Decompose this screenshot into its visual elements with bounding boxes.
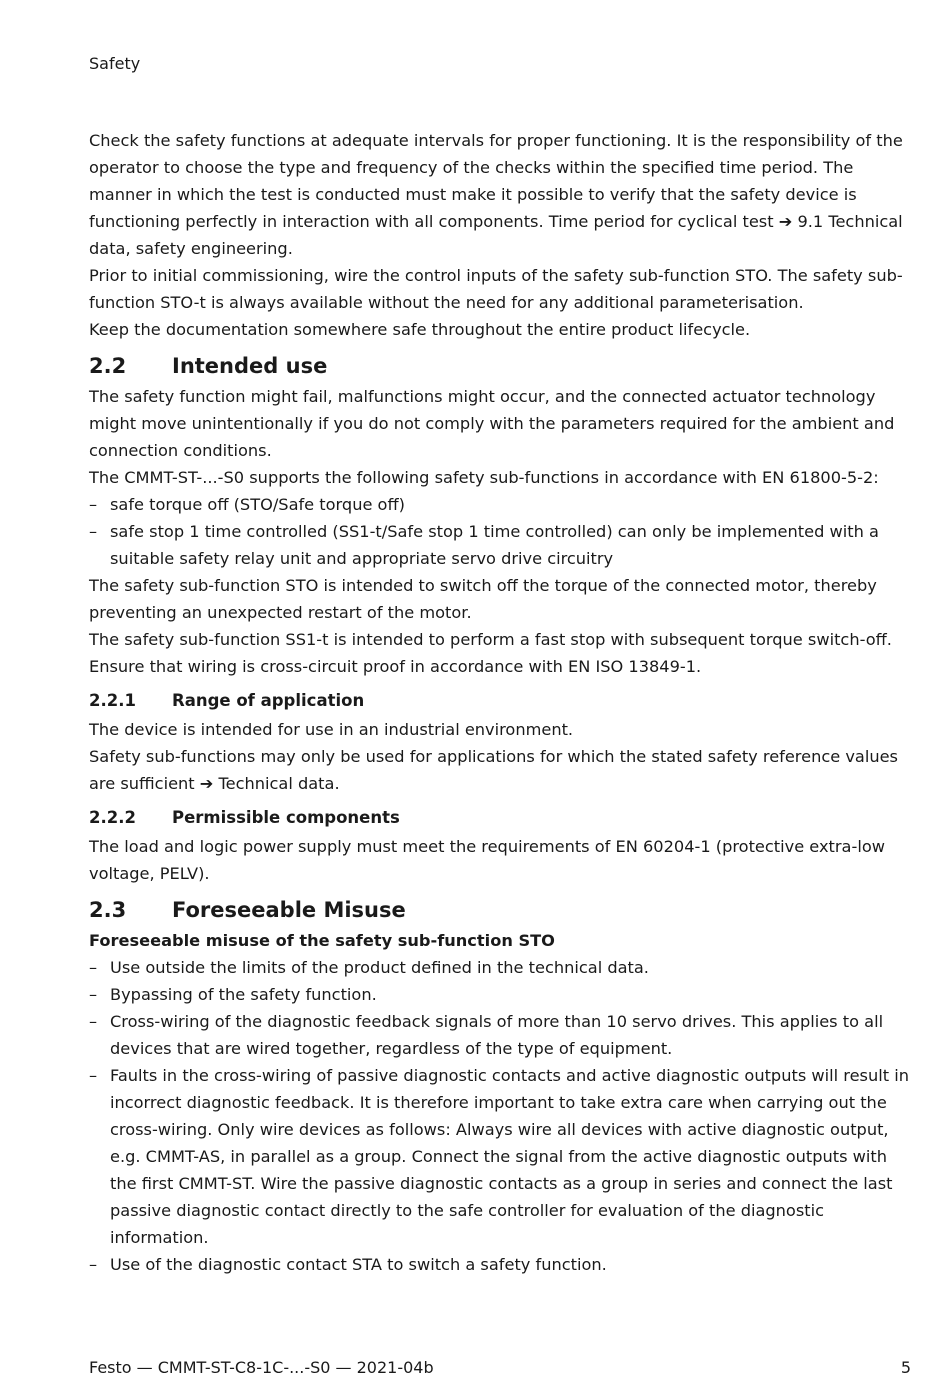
- safety-subfunction-list: [89, 491, 911, 572]
- section-title: Range of application: [172, 691, 365, 710]
- dash-bullet: –: [89, 985, 98, 1004]
- intended-use-paragraph-2: The CMMT-ST-...-S0 supports the following safety sub-functions in accordance with EN 61800-5-2:: [89, 468, 879, 487]
- section-number: 2.2: [89, 354, 127, 378]
- intended-use-paragraph-4: The safety sub-function SS1-t is intended to perform a fast stop with subsequent torque switch-off. Ensure that wiring is cross-circuit proof in accordance with EN ISO 13849-1.: [89, 630, 892, 676]
- dash-bullet: –: [89, 1012, 98, 1031]
- dash-bullet: –: [89, 1255, 98, 1274]
- list-item: – Cross-wiring of the diagnostic feedback signals of more than 10 servo drives. This applies to all devices that are wired together, regardless of the type of equipment.: [89, 1008, 911, 1062]
- section-title: Permissible components: [172, 808, 400, 827]
- list-item: – Faults in the cross-wiring of passive diagnostic contacts and active diagnostic outputs will result in incorrect diagnostic feedback. It is therefore important to take extra care when carrying out the cross-wiring. Only wire devices as follows: Always wire all devices with active diagnostic output, e.g. CMMT-AS, in parallel as a group. Connect the signal from the active diagnostic outputs with the first CMMT-ST. Wire the passive diagnostic contacts as a group in series and connect the last passive diagnostic contact directly to the safe controller for evaluation of the diagnostic information.: [89, 1062, 911, 1251]
- section-number: 2.2.2: [89, 808, 136, 827]
- section-number: 2.2.1: [89, 691, 136, 710]
- list-item: – Use outside the limits of the product defined in the technical data.: [89, 954, 911, 981]
- misuse-subheading: Foreseeable misuse of the safety sub-function STO: [89, 931, 555, 950]
- page-footer: [89, 1358, 911, 1378]
- section-number: 2.3: [89, 898, 127, 922]
- section-heading-2-3: [89, 896, 911, 924]
- range-paragraph-1: The device is intended for use in an industrial environment.: [89, 720, 574, 739]
- section-title: Intended use: [172, 354, 328, 378]
- document-page: [89, 0, 911, 1377]
- cross-reference: 9.1 Technical data, safety engineering.: [89, 212, 903, 258]
- footer-document-id: Festo — CMMT-ST-C8-1C-...-S0 — 2021-04b: [89, 1358, 434, 1377]
- cross-reference: Technical data.: [213, 774, 340, 793]
- arrow-right-icon: ➔: [778, 212, 793, 231]
- list-item: – Bypassing of the safety function.: [89, 981, 911, 1008]
- range-paragraph-2: Safety sub-functions may only be used for applications for which the stated safety reference values are sufficient ➔ Technical data.: [89, 747, 898, 793]
- section-heading-2-2-2: [89, 806, 911, 830]
- arrow-right-icon: ➔: [199, 774, 214, 793]
- intro-paragraph-3: Keep the documentation somewhere safe throughout the entire product lifecycle.: [89, 320, 751, 339]
- intended-use-paragraph-1: The safety function might fail, malfunctions might occur, and the connected actuator technology might move unintentionally if you do not comply with the parameters required for the ambient and connection conditions.: [89, 387, 895, 460]
- intended-use-paragraph-3: The safety sub-function STO is intended to switch off the torque of the connected motor, thereby preventing an unexpected restart of the motor.: [89, 576, 877, 622]
- page-number: 5: [900, 1358, 911, 1377]
- list-item: – Use of the diagnostic contact STA to switch a safety function.: [89, 1251, 911, 1278]
- misuse-list: [89, 954, 911, 1278]
- document-body: [89, 127, 911, 1278]
- intro-paragraph-2: Prior to initial commissioning, wire the control inputs of the safety sub-function STO. The safety sub-function STO-t is always available without the need for any additional parameterisation.: [89, 266, 903, 312]
- dash-bullet: –: [89, 522, 98, 541]
- intro-paragraph-1: Check the safety functions at adequate intervals for proper functioning. It is the responsibility of the operator to choose the type and frequency of the checks within the specified time period. The manner in which the test is conducted must make it possible to verify that the safety device is functioning perfectly in interaction with all components. Time period for cyclical test ➔ 9.1 Technical data, safety engineering.: [89, 131, 903, 258]
- dash-bullet: –: [89, 958, 98, 977]
- components-paragraph-1: The load and logic power supply must meet the requirements of EN 60204-1 (protective extra-low voltage, PELV).: [89, 837, 885, 883]
- section-title: Foreseeable Misuse: [172, 898, 406, 922]
- list-item: – safe torque off (STO/Safe torque off): [89, 491, 911, 518]
- section-heading-2-2-1: [89, 689, 911, 713]
- dash-bullet: –: [89, 495, 98, 514]
- running-header: Safety: [89, 54, 141, 73]
- section-heading-2-2: [89, 352, 911, 380]
- dash-bullet: –: [89, 1066, 98, 1085]
- list-item: – safe stop 1 time controlled (SS1-t/Safe stop 1 time controlled) can only be implemented with a suitable safety relay unit and appropriate servo drive circuitry: [89, 518, 911, 572]
